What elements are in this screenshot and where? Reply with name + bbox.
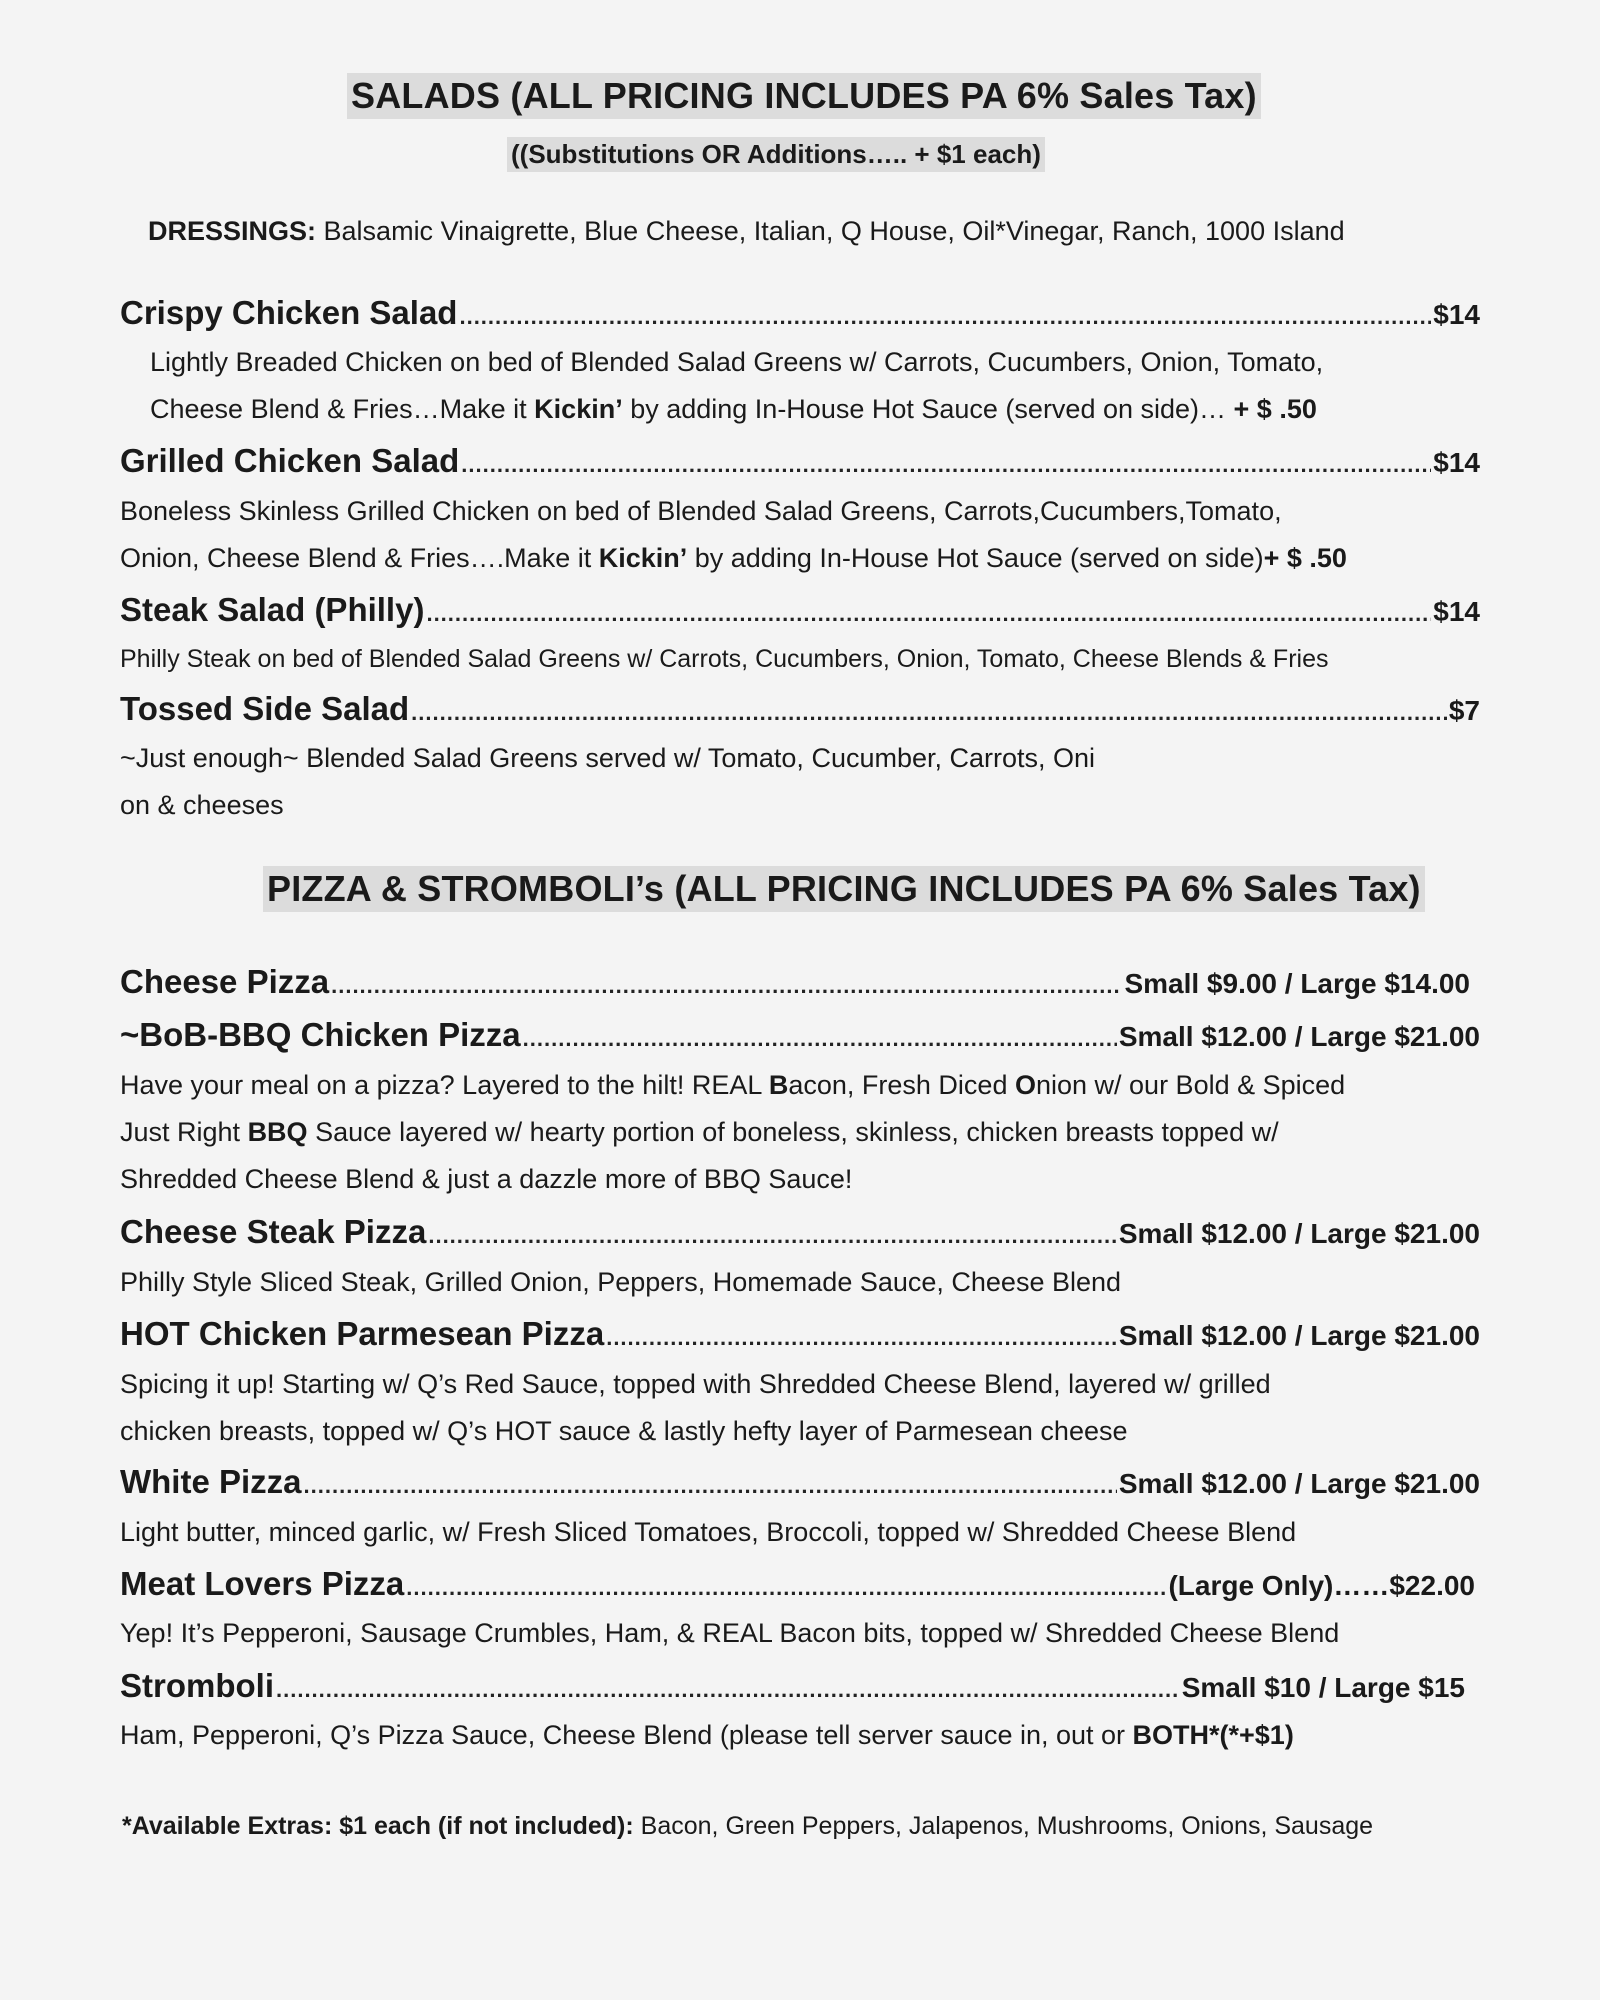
item-description: Boneless Skinless Grilled Chicken on bed of Blended Salad Greens, Carrots,Cucumbers,Tomato,	[120, 496, 1282, 526]
dressings-line	[148, 216, 1345, 247]
extras-label: *Available Extras: $1 each (if not included):	[122, 1812, 634, 1840]
item-description	[150, 394, 1317, 425]
dot-leader	[606, 1325, 1117, 1351]
item-description: Shredded Cheese Blend & just a dazzle more of BBQ Sauce!	[120, 1164, 853, 1194]
pizza-title: PIZZA & STROMBOLI’s (ALL PRICING INCLUDES PA 6% Sales Tax)	[263, 866, 1425, 912]
item-price: Small $10 / Large $15	[1181, 1672, 1465, 1703]
desc-text: Onion, Cheese Blend & Fries….Make it	[120, 543, 599, 573]
menu-item-bbq-chicken-pizza	[120, 1016, 1480, 1054]
item-price: $14	[1433, 447, 1480, 478]
menu-item-grilled-chicken-salad	[120, 442, 1480, 480]
item-price: Small $12.00 / Large $21.00	[1118, 1320, 1480, 1351]
menu-item-white-pizza	[120, 1463, 1480, 1501]
item-name: Stromboli	[120, 1667, 274, 1704]
menu-item-crispy-chicken-salad	[120, 294, 1480, 332]
desc-bold: Kickin’	[598, 543, 688, 573]
desc-text: nion w/ our Bold & Spiced	[1035, 1070, 1346, 1100]
item-price: Small $12.00 / Large $21.00	[1118, 1218, 1480, 1249]
item-name: Steak Salad (Philly)	[120, 591, 425, 628]
item-description: on & cheeses	[120, 790, 284, 820]
dot-leader	[461, 452, 1431, 478]
dot-leader	[459, 304, 1431, 330]
menu-item-cheese-steak-pizza	[120, 1213, 1480, 1251]
desc-text: Cheese Blend & Fries…Make it	[150, 394, 535, 424]
item-name: Tossed Side Salad	[120, 690, 410, 727]
dressings-list: Balsamic Vinaigrette, Blue Cheese, Italian, Q House, Oil*Vinegar, Ranch, 1000 Island	[316, 216, 1345, 246]
desc-bold: BOTH*(*+$1)	[1132, 1720, 1294, 1750]
item-description: Light butter, minced garlic, w/ Fresh Sliced Tomatoes, Broccoli, topped w/ Shredded Cheese Blend	[120, 1517, 1297, 1547]
desc-bold: Kickin’	[534, 394, 623, 424]
desc-text: acon, Fresh Diced	[788, 1070, 1015, 1100]
item-description: Spicing it up! Starting w/ Q’s Red Sauce, topped with Shredded Cheese Blend, layered w/ grilled	[120, 1369, 1271, 1399]
item-name: HOT Chicken Parmesean Pizza	[120, 1315, 605, 1352]
item-description: Yep! It’s Pepperoni, Sausage Crumbles, Ham, & REAL Bacon bits, topped w/ Shredded Cheese Blend	[120, 1618, 1340, 1648]
item-name: Grilled Chicken Salad	[120, 442, 460, 479]
item-price: Small $9.00 / Large $14.00	[1124, 968, 1470, 999]
item-name: Cheese Pizza	[120, 963, 330, 1000]
dot-leader	[331, 973, 1122, 999]
addon-price: + $ .50	[1263, 543, 1347, 573]
item-name: ~BoB-BBQ Chicken Pizza	[120, 1016, 521, 1053]
item-price: $14	[1433, 299, 1480, 330]
addon-price: + $ .50	[1233, 394, 1317, 424]
desc-text: by adding In-House Hot Sauce (served on side)…	[622, 394, 1234, 424]
menu-item-meat-lovers-pizza	[120, 1565, 1475, 1603]
item-name: Crispy Chicken Salad	[120, 294, 458, 331]
dot-leader	[276, 1677, 1180, 1703]
salads-subtitle: ((Substitutions OR Additions….. + $1 each)	[507, 137, 1045, 172]
menu-item-hot-chicken-parmesean-pizza	[120, 1315, 1480, 1353]
item-price: (Large Only)……$22.00	[1168, 1570, 1475, 1601]
item-price: Small $12.00 / Large $21.00	[1118, 1468, 1480, 1499]
item-description	[120, 1070, 1345, 1101]
item-description: ~Just enough~ Blended Salad Greens served w/ Tomato, Cucumber, Carrots, Oni	[120, 743, 1096, 773]
menu-item-stromboli	[120, 1667, 1465, 1705]
desc-bold: BBQ	[247, 1117, 308, 1147]
desc-text: Just Right	[120, 1117, 248, 1147]
dot-leader	[426, 601, 1431, 627]
salads-title: SALADS (ALL PRICING INCLUDES PA 6% Sales Tax)	[347, 73, 1261, 119]
item-description: chicken breasts, topped w/ Q’s HOT sauce & lastly hefty layer of Parmesean cheese	[120, 1416, 1128, 1446]
dressings-label: DRESSINGS:	[148, 216, 317, 246]
item-description	[120, 1117, 1279, 1148]
item-name: Meat Lovers Pizza	[120, 1565, 405, 1602]
menu-item-tossed-side-salad	[120, 690, 1480, 728]
desc-text: by adding In-House Hot Sauce (served on side)	[687, 543, 1264, 573]
dot-leader	[304, 1473, 1117, 1499]
item-name: Cheese Steak Pizza	[120, 1213, 427, 1250]
item-description	[120, 1720, 1294, 1751]
desc-text: Sauce layered w/ hearty portion of boneless, skinless, chicken breasts topped w/	[307, 1117, 1279, 1147]
item-price: $14	[1433, 596, 1480, 627]
desc-bold: B	[768, 1070, 789, 1100]
dot-leader	[523, 1026, 1117, 1052]
menu-item-cheese-pizza	[120, 963, 1470, 1001]
desc-text: Ham, Pepperoni, Q’s Pizza Sauce, Cheese Blend (please tell server sauce in, out or	[120, 1720, 1133, 1750]
item-description	[120, 543, 1347, 574]
item-description: Lightly Breaded Chicken on bed of Blended Salad Greens w/ Carrots, Cucumbers, Onion, Tomato,	[150, 347, 1324, 377]
item-description: Philly Steak on bed of Blended Salad Greens w/ Carrots, Cucumbers, Onion, Tomato, Cheese Blends & Fries	[120, 645, 1329, 673]
item-price: $7	[1448, 695, 1480, 726]
desc-text: Have your meal on a pizza? Layered to the hilt! REAL	[120, 1070, 769, 1100]
dot-leader	[428, 1223, 1117, 1249]
desc-bold: O	[1014, 1070, 1036, 1100]
menu-item-steak-salad	[120, 591, 1480, 629]
dot-leader	[411, 700, 1447, 726]
extras-line	[122, 1812, 1373, 1841]
extras-list: Bacon, Green Peppers, Jalapenos, Mushrooms, Onions, Sausage	[633, 1812, 1374, 1840]
item-description: Philly Style Sliced Steak, Grilled Onion, Peppers, Homemade Sauce, Cheese Blend	[120, 1267, 1122, 1297]
dot-leader	[406, 1575, 1166, 1601]
item-price: Small $12.00 / Large $21.00	[1118, 1021, 1480, 1052]
item-name: White Pizza	[120, 1463, 302, 1500]
